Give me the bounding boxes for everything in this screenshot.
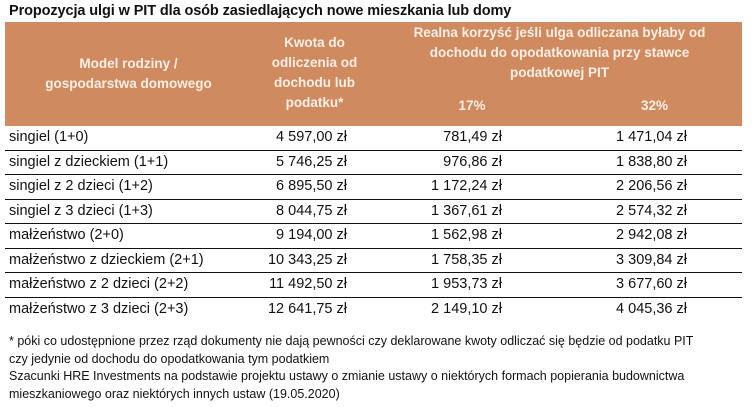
footnote-line: czy jedynie od dochodu do opodatkowania tym podatkiem: [9, 351, 330, 366]
cell-benefit-32: 2 574,32 zł: [616, 202, 687, 219]
table-row: [5, 151, 742, 176]
header-amount: [252, 33, 377, 113]
cell-benefit-32: 3 677,60 zł: [616, 276, 687, 292]
footnotes: [9, 333, 693, 403]
header-real-line: Realna korzyść jeśli ulga odliczana byłaby od: [413, 25, 706, 40]
header-model-line: gospodarstwa domowego: [45, 76, 212, 91]
cell-model: singiel z 2 dzieci (1+2): [9, 178, 153, 194]
cell-amount: 10 343,25 zł: [267, 251, 347, 268]
header-real-line: podatkowej PIT: [509, 65, 609, 80]
cell-model: singiel z 3 dzieci (1+3): [9, 202, 153, 219]
table-row: [5, 224, 742, 249]
table-row: [5, 249, 742, 274]
source-note-line: mieszkaniowego oraz niektórych innych ustaw (19.05.2020): [9, 386, 340, 401]
table-header: [5, 22, 742, 126]
cell-amount: 4 597,00 zł: [276, 129, 347, 145]
cell-benefit-17: 2 149,10 zł: [431, 300, 502, 317]
cell-benefit-17: 976,86 zł: [443, 153, 502, 170]
cell-benefit-32: 1 838,80 zł: [616, 153, 687, 170]
cell-model: małżeństwo (2+0): [9, 227, 124, 243]
cell-benefit-32: 3 309,84 zł: [616, 251, 687, 268]
table-row: [5, 175, 742, 200]
cell-benefit-17: 1 758,35 zł: [431, 251, 502, 268]
table-row: [5, 298, 742, 323]
source-note-line: Szacunki HRE Investments na podstawie projektu ustawy o zmianie ustawy o niektórych formach popierania budownictwa: [9, 369, 685, 383]
table-row: [5, 273, 742, 298]
header-amount-line: odliczenia od: [271, 55, 358, 70]
cell-model: małżeństwo z 2 dzieci (2+2): [9, 276, 189, 292]
cell-benefit-32: 2 206,56 zł: [616, 178, 687, 194]
table-title: Propozycja ulgi w PIT dla osób zasiedlających nowe mieszkania lub domy: [9, 3, 512, 19]
header-amount-line: podatku*: [285, 95, 344, 110]
cell-model: małżeństwo z dzieckiem (2+1): [9, 251, 204, 268]
cell-benefit-17: 1 367,61 zł: [431, 202, 502, 219]
header-amount-line: dochodu lub: [274, 75, 355, 90]
cell-amount: 8 044,75 zł: [276, 202, 347, 219]
cell-model: singiel z dzieckiem (1+1): [9, 153, 169, 170]
cell-benefit-17: 1 562,98 zł: [431, 227, 502, 243]
cell-amount: 9 194,00 zł: [276, 227, 347, 243]
header-amount-line: Kwota do: [284, 35, 345, 50]
cell-amount: 5 746,25 zł: [276, 153, 347, 170]
cell-amount: 11 492,50 zł: [269, 276, 347, 292]
header-rate-32: 32%: [640, 98, 669, 113]
cell-benefit-17: 1 172,24 zł: [431, 178, 502, 194]
cell-amount: 6 895,50 zł: [276, 178, 347, 194]
cell-benefit-32: 1 471,04 zł: [616, 129, 687, 145]
cell-amount: 12 641,75 zł: [267, 300, 347, 317]
cell-benefit-17: 1 953,73 zł: [431, 276, 502, 292]
header-rate-17: 17%: [458, 98, 486, 113]
cell-benefit-32: 4 045,36 zł: [616, 300, 687, 317]
cell-model: singiel (1+0): [9, 129, 89, 145]
header-real-benefit: [377, 23, 742, 83]
header-real-line: dochodu do opodatkowania przy stawce: [429, 45, 690, 60]
header-model-line: Model rodziny /: [79, 56, 178, 71]
cell-benefit-32: 2 942,08 zł: [616, 227, 687, 243]
footnote-line: * póki co udostępnione przez rząd dokumenty nie dają pewności czy deklarowane kwoty odliczać się będzie od podatku PIT: [9, 334, 694, 348]
cell-model: małżeństwo z 3 dzieci (2+3): [9, 300, 189, 317]
table-row: [5, 200, 742, 225]
table-row: [5, 126, 742, 151]
table-body: [5, 126, 742, 322]
cell-benefit-17: 781,49 zł: [443, 129, 502, 145]
header-model: [5, 54, 252, 94]
